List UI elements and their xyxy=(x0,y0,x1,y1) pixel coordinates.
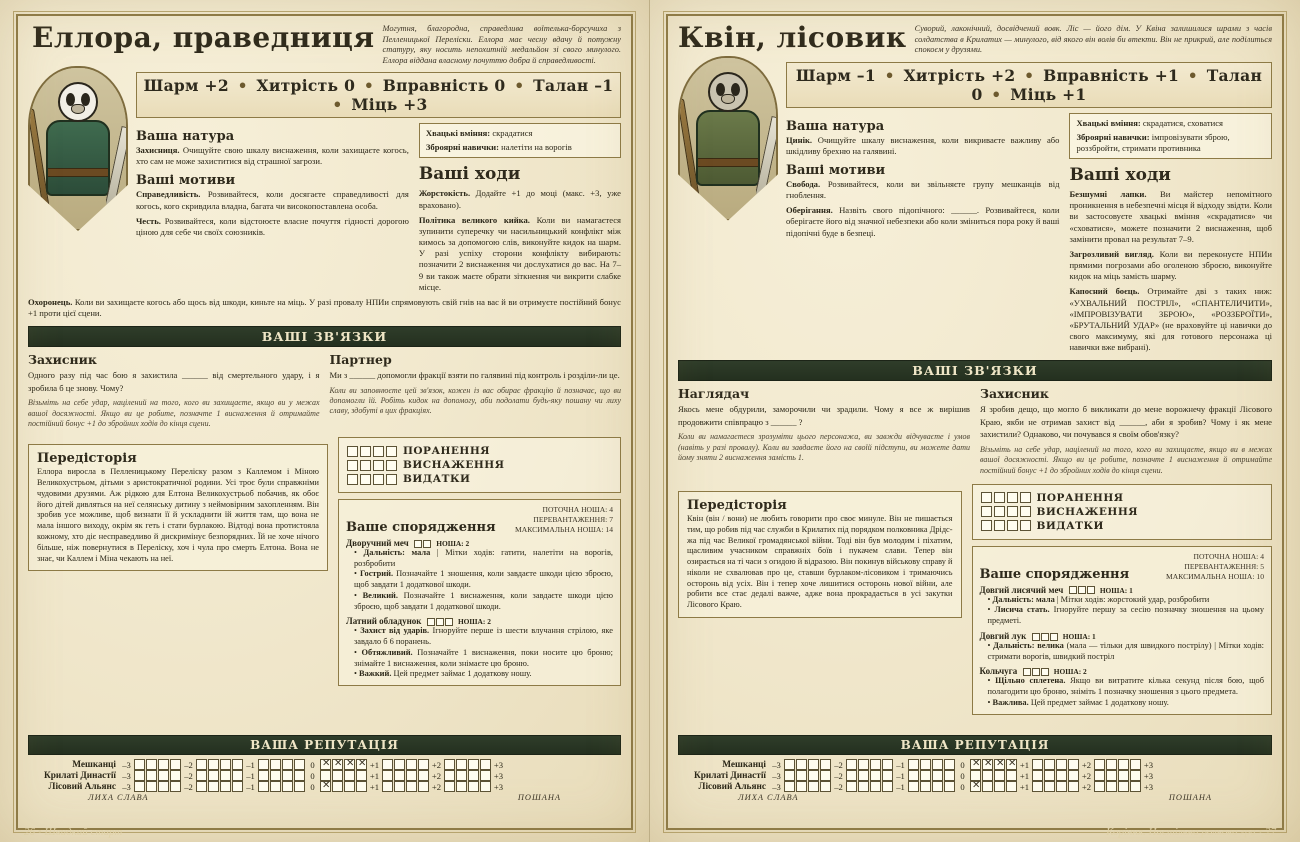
gear-overload: ПЕРЕВАНТАЖЕННЯ: 5 xyxy=(1184,561,1264,571)
honor-label: ПОШАНА xyxy=(517,793,561,802)
portrait-shield-frame xyxy=(678,56,778,221)
bond-2[interactable] xyxy=(330,352,622,429)
stat-charm-label: Шарм xyxy=(795,65,852,85)
moves-list xyxy=(419,188,621,293)
stat-charm-label: Шарм xyxy=(143,76,199,95)
bonds-section xyxy=(678,386,1272,476)
motive-2 xyxy=(136,216,409,238)
reputation-rows xyxy=(678,759,1272,792)
move-1 xyxy=(419,188,621,210)
nature-text xyxy=(136,145,409,167)
table-row[interactable] xyxy=(678,781,1272,792)
expenses-row[interactable] xyxy=(347,473,612,485)
bond-2[interactable] xyxy=(980,386,1272,476)
stat-cunning-value: 0 xyxy=(344,76,356,95)
harm-checkboxes[interactable] xyxy=(347,446,397,457)
gear-item-1-line-3: • Великий. Позначайте 1 виснаження, коли завдаєте шкоди цією зброєю, щоб завдати 1 додаткової шкоди. xyxy=(354,591,613,613)
backstory-box xyxy=(28,444,328,571)
nature-text xyxy=(786,135,1059,157)
gear-item-1-wear[interactable] xyxy=(414,540,431,548)
weapon-skills-value: налетіти на ворогів xyxy=(501,142,572,153)
gear-item-2 xyxy=(980,631,1265,663)
cloak-icon xyxy=(696,110,760,186)
stat-luck-label: Талан xyxy=(1206,65,1263,85)
character-sheet-ellora xyxy=(16,14,633,830)
gear-meta xyxy=(1166,552,1264,582)
gear-item-2-name: Довгий лук xyxy=(979,630,1027,641)
weapon-skills-value: імпровізувати зброю, роззбройти, стримати противника xyxy=(1076,131,1230,153)
bond-2-fill[interactable]: Ми з ______ допомогли фракції взяти по галявині під контроль і розділи-ли це. xyxy=(329,370,620,381)
move-3-name: Охоронець. xyxy=(28,296,73,307)
gear-item-2-line-1: • Захист від ударів. Ігноруйте перше із шести влучання стрілою, яке завдало б 6 поранень. xyxy=(354,626,613,648)
motive-2-name: Честь. xyxy=(136,215,161,226)
bond-2-title: Захисник xyxy=(980,386,1049,402)
roguish-skills-value: скрадатися, сховатися xyxy=(1142,117,1223,128)
stats-bar: Шарм +2 • Хитрість 0 • Вправність 0 • Талан –1 • Міць +3 xyxy=(136,72,621,118)
bond-1-title: Наглядач xyxy=(678,386,750,402)
skills-box xyxy=(1069,113,1272,160)
gear-item-1-line-2: • Лисича стать. Ігноруйте першу за сесію позначку зношення на цьому предметі. xyxy=(988,605,1265,627)
honor-label: ПОШАНА xyxy=(1168,793,1212,802)
stat-cunning-label: Хитрість xyxy=(903,65,986,85)
move-1-name: Безшумні лапки. xyxy=(1069,189,1147,200)
character-sheet-kvin xyxy=(666,14,1284,830)
backstory-text: Еллора виросла в Пелленицькому Переліску разом з Каллемом і Міною Великохустрьом, дітьми з аристократичної родини. Усі троє були справжніми чудовими друзями. Аж рідкою для Елтона Великохустрьоб побачив, як обоє його дітей дивляться на неї селянську дитину з неймовірним захопленням. Він зробив усе можливе, щоб визнати її й ускладнити їй життя там, що вона не мала іншого виходу, окрім як геть і стати бурлакою. Відтоді вона протистояла кожному, хто діє несправедливо й дискримінує безпорядних. Їй не хоче нічого більше, ніж повернутися в Переліску, хоч і чула про смерть Елтона. Вона не знає, чи Каллем і Міна чекають на неї. xyxy=(37,467,319,563)
page-footer-left: 26 • Швидкий старт xyxy=(24,826,123,838)
gear-item-2 xyxy=(346,616,613,680)
badger-head-icon xyxy=(58,82,98,122)
bond-2-note: Візьміть на себе удар, націлений на того, кого ви захищаєте, якщо ви в межах вашої досяжності. Якщо ви це робите, позначте 1 виснаження й отримайте постійний бонус +1 до збройних ходів до кінця сцени. xyxy=(980,444,1272,475)
motive-2 xyxy=(786,205,1059,239)
page-footer-right: Коріння. Настільна рольова гра • 27 xyxy=(1106,826,1276,838)
move-3-text: Отримайте дві з таких ниж: «УХВАЛЬНИЙ ПОСТРІЛ», «СПАНТЕЛИЧИТИ», «ІМПРОВІЗУВАТИ ЗБРОЮ», «РОЗЗБРОЇТИ», «БРУТАЛЬНИЙ УДАР» (не враховуйте ці навички до свого максимуму, які для готового персонажа ці навички вже вибрані). xyxy=(1069,286,1272,353)
move-3-text: Коли ви захищаєте когось або щось від шкоди, киньте на міць. У разі провалу НПИи спрямовують свій гнів на вас й ви отримуєте постійний бонус +1 проти цієї сцени. xyxy=(28,296,621,319)
gear-current-load: ПОТОЧНА НОША: 4 xyxy=(1193,551,1264,561)
bonds-band: ВАШІ ЗВ'ЯЗКИ xyxy=(678,360,1272,381)
harm-tracker[interactable] xyxy=(972,484,1273,540)
table-row[interactable] xyxy=(678,759,1272,770)
stat-might-value: +1 xyxy=(1062,84,1087,104)
stat-luck-value: 0 xyxy=(971,84,983,104)
faction-name: Мешканці xyxy=(722,759,766,770)
sheet-header xyxy=(28,21,621,66)
gear-item-3-line-1: • Щільно сплетена. Якщо ви витратите кілька секунд після бою, щоб полагодити цю броню, зніміть 1 позначку зношення з цього предмета. xyxy=(988,676,1265,698)
bonds-band: ВАШІ ЗВ'ЯЗКИ xyxy=(28,326,621,347)
exhaustion-checkboxes[interactable] xyxy=(347,460,397,471)
motive-1-name: Справедливість. xyxy=(136,189,201,200)
bond-1[interactable] xyxy=(28,352,320,429)
skills-box xyxy=(419,123,621,158)
gear-overload: ПЕРЕВАНТАЖЕННЯ: 7 xyxy=(533,515,613,525)
reputation-track[interactable]: –3 –2 –1 0 ✕ +1 +2 +3 xyxy=(120,781,505,792)
expenses-label: ВИДАТКИ xyxy=(1036,519,1104,532)
infamy-label: ЛИХА СЛАВА xyxy=(738,793,799,802)
move-2-text: Коли ви переконуєте НПИи прямими погрозами або оголеною зброєю, виконуйте кидок на міць замість шарму. xyxy=(1069,248,1272,282)
gear-item-1-line-2: • Гострий. Позначайте 1 зношення, коли завдаєте шкоди цією зброєю, щоб завдати 1 додаткової шкоди. xyxy=(354,569,613,591)
gear-item-3-wear[interactable] xyxy=(1023,668,1049,676)
motive-1-name: Свобода. xyxy=(786,178,821,189)
bond-2-note: Коли ви заповнюєте цей зв'язок, кожен із вас обирає фракцію й позначає, що ви допомогли їй. Робіть кидок на допомогу, аби подолати будь-яку пошану чи лиху славу, здобуті в цих фракціях. xyxy=(329,385,621,416)
gear-heading: Ваше спорядження xyxy=(979,566,1130,582)
roguish-skills-label: Хвацькі вміння: xyxy=(1076,117,1141,128)
harm-checkboxes[interactable] xyxy=(981,492,1031,503)
gear-item-2-load: НОША: 1 xyxy=(1062,631,1096,641)
backstory-box xyxy=(678,491,962,618)
exhaustion-label: ВИСНАЖЕННЯ xyxy=(1036,505,1139,518)
stat-charm-value: +2 xyxy=(204,76,229,95)
reputation-section xyxy=(28,735,621,802)
expenses-row[interactable] xyxy=(981,520,1264,532)
motive-2-text: Розвивайтеся, коли відстоюєте власне почуття гідності дорогою ціною для себе чи своїх союзників. xyxy=(136,215,409,237)
reputation-rows xyxy=(28,759,621,792)
move-1-name: Жорстокість. xyxy=(418,188,471,199)
motive-1-text: Розвивайтеся, коли досягаєте справедливості для когось, кого скривдила владна, багата чи високопоставлена особа. xyxy=(136,189,409,211)
reputation-band: ВАША РЕПУТАЦІЯ xyxy=(678,735,1272,755)
table-row[interactable] xyxy=(28,781,621,792)
gear-item-3-line-2: • Важлива. Цей предмет займає 1 додаткову ношу. xyxy=(988,698,1265,709)
gear-item-2-line-1: • Дальність: велика (мала — тільки для швидкого пострілу) | Мітки ходів: стримати ворогів, швидкий постріл xyxy=(988,641,1265,663)
backstory-heading: Передісторія xyxy=(687,497,787,513)
motive-1-text: Розвивайтеся, коли ви звільняєте групу мешканців від гноблення. xyxy=(786,178,1060,201)
bond-2-title: Партнер xyxy=(329,352,392,368)
weapon-skills xyxy=(426,142,614,153)
stat-finesse-value: 0 xyxy=(494,76,506,95)
gear-item-3-load: НОША: 2 xyxy=(1053,667,1087,677)
stat-finesse-label: Вправність xyxy=(1043,65,1149,85)
character-name: Еллора, праведниця xyxy=(32,21,375,54)
gear-item-2-wear[interactable] xyxy=(1032,633,1058,641)
nature-heading: Ваша натура xyxy=(786,118,885,134)
harm-row[interactable] xyxy=(347,445,612,457)
nature-name: Цинік. xyxy=(786,134,813,145)
move-3-name: Капосний боєць. xyxy=(1069,286,1140,297)
motive-2-name: Оберігання. xyxy=(786,205,833,216)
bond-1[interactable] xyxy=(678,386,970,476)
stat-luck-value: –1 xyxy=(594,76,614,95)
page-right xyxy=(650,0,1300,842)
character-blurb: Суворий, лаконічний, досвідчений вовк. Ліс — його дім. У Квіна залишилися шрами з часів солдатства в Крилатих — минулого, від якого він волів би втекти. Він не прикрий, але поділиться спокоєм у друзями. xyxy=(914,24,1272,54)
move-3 xyxy=(28,297,621,319)
reputation-footer xyxy=(678,793,1272,802)
gear-item-1-line-1: • Дальність: мала | Мітки ходів: гатити, налетіти на ворогів, розбробити xyxy=(354,548,613,570)
moves-list xyxy=(1069,189,1272,353)
character-name: Квін, лісовик xyxy=(678,21,907,54)
gear-max-load: МАКСИМАЛЬНА НОША: 14 xyxy=(515,525,613,535)
stat-might-value: +3 xyxy=(403,95,428,114)
nature-desc: Очищуйте свою шкалу виснаження, коли захищаєте когось, хто сам не може захиститися від страшної загрози. xyxy=(136,145,409,167)
reputation-section xyxy=(678,735,1272,802)
armor-icon xyxy=(46,120,110,196)
gear-box xyxy=(338,499,621,686)
faction-name: Крилаті Династії xyxy=(44,770,116,781)
gear-max-load: МАКСИМАЛЬНА НОША: 10 xyxy=(1166,571,1264,581)
sheet-header xyxy=(678,21,1272,56)
stat-finesse-label: Вправність xyxy=(382,76,489,95)
stat-might-label: Міць xyxy=(351,95,398,114)
gear-item-2-line-2: • Обтяжливий. Позначайте 1 виснаження, поки носите цю броню; знімайте 1 виснаження, коли знімаєте цю броню. xyxy=(354,648,613,670)
motive-1 xyxy=(786,179,1059,201)
bonds-section xyxy=(28,352,621,429)
nature-name: Захисниця. xyxy=(136,145,180,155)
character-blurb: Могутня, благородна, справедлива воїтелька-борсучиха з Пелленицької Переліски. Еллора має чесну вдачу й потужну статуру, яку носить непохитній медальйон зі свого минулого. Еллора віддана власному почуттю добра й справедливості. xyxy=(382,24,621,65)
gear-item-2-wear[interactable] xyxy=(427,618,453,626)
stats-bar: Шарм –1 • Хитрість +2 • Вправність +1 • Талан 0 • Міць +1 xyxy=(786,62,1272,108)
move-1-text: Ви майстер непомітного проникнення в небезпечні місця й відходу звідти. Коли ви застосовуєте хвацькі вміння «скрадатися» чи «сховатися», можете позначити 2 виснаження, щоб замінити провал на результат 7–9. xyxy=(1069,189,1272,244)
bond-1-note: Візьміть на себе удар, націлений на того, кого ви захищаєте, якщо ви у межах вашої досяжності. Якщо ви це робите, позначте 1 виснаження й отримайте постійний бонус +1 до збройних ходів до кінця сцени. xyxy=(28,398,320,428)
nature-desc: Очищуйте шкалу виснаження, коли викриваєте важливу або шкідливу брехню на галявині. xyxy=(786,134,1060,156)
move-2-text: Коли ви намагаєтеся зупинити суперечку чи насильницький конфлікт між кимось за допомогою слів, виконуйте кидок на шарм. У разі успіху сторони конфлікту вибирають: позначити 2 виснаження чи дослухатися до вас. На 7–9 ви також маєте обрати зіткнення чи викрити слабке місце. xyxy=(418,214,622,292)
roguish-skills xyxy=(1076,118,1265,129)
reputation-track[interactable]: –3 –2 –1 0 ✕ ✕ ✕ ✕ +1 +2 +3 xyxy=(770,759,1155,770)
move-2 xyxy=(419,215,621,293)
move-2 xyxy=(1069,249,1272,283)
motives-heading: Ваші мотиви xyxy=(136,173,236,189)
harm-label: ПОРАНЕННЯ xyxy=(402,445,491,458)
gear-item-1 xyxy=(346,538,613,613)
exhaustion-label: ВИСНАЖЕННЯ xyxy=(402,459,505,472)
harm-row[interactable] xyxy=(981,492,1264,504)
bond-1-title: Захисник xyxy=(28,352,97,368)
gear-box xyxy=(972,546,1273,715)
move-2-name: Загрозливий вигляд. xyxy=(1069,248,1154,259)
bond-1-fill[interactable]: Одного разу під час бою я захистила ______ від смертельного удару, і я зробила б це знову. Чому? xyxy=(28,370,320,393)
roguish-skills-label: Хвацькі вміння: xyxy=(425,128,491,138)
gear-item-3-name: Кольчуга xyxy=(979,666,1018,677)
bond-1-fill[interactable]: Якось мене обдурили, заморочили чи зрадили. Чому я все ж вирішив продовжити співпрацю з ______ ? xyxy=(678,404,970,427)
portrait-shield-frame xyxy=(28,66,128,231)
gear-heading: Ваше спорядження xyxy=(345,519,496,535)
stat-cunning-label: Хитрість xyxy=(256,76,339,95)
roguish-skills-value: скрадатися xyxy=(492,128,533,138)
reputation-footer xyxy=(28,793,621,802)
gear-item-1-name: Дворучний меч xyxy=(345,537,409,548)
wolf-head-icon xyxy=(708,72,748,112)
faction-name: Мешканці xyxy=(72,759,116,770)
stat-cunning-value: +2 xyxy=(991,65,1016,85)
reputation-track[interactable]: –3 –2 –1 0 +1 +2 +3 xyxy=(122,770,504,781)
gear-item-1-load: НОША: 2 xyxy=(436,538,470,548)
character-portrait xyxy=(28,66,128,231)
gear-item-2-line-3: • Важкий. Цей предмет займає 1 додаткову ношу. xyxy=(354,669,613,680)
motive-1 xyxy=(136,189,409,211)
gear-item-2-name: Латний обладунок xyxy=(345,616,422,627)
moves-heading: Ваші ходи xyxy=(418,164,521,185)
harm-tracker[interactable] xyxy=(338,437,621,493)
stat-might-label: Міць xyxy=(1010,84,1057,104)
move-2-name: Політика великого кийка. xyxy=(418,214,530,225)
gear-item-1-name: Довгий лисячий меч xyxy=(979,584,1064,595)
weapon-skills-label: Зброярні навички: xyxy=(425,142,499,153)
bond-1-note: Коли ви намагаєтеся зрозуміти цього персонажа, ви завжди відчуваєте і умов (навіть у разі провалу). Коли ви завдаєте його на своїй підступи, ви можете дати йому зняти 2 виснаження замість 1. xyxy=(678,432,970,463)
motive-2-text: Назвіть свого підопічного: ______. Розвивайтеся, коли оберігаєте його від значної небезпеки або коли зміниться пора року й ваші підопічні буде в безпеці. xyxy=(786,205,1060,238)
reputation-track[interactable]: –3 –2 –1 0 ✕ +1 +2 +3 xyxy=(770,781,1155,792)
exhaustion-row[interactable] xyxy=(347,459,612,471)
table-row[interactable] xyxy=(28,759,621,770)
faction-name: Крилаті Династії xyxy=(694,770,766,781)
roguish-skills xyxy=(426,128,614,139)
expenses-checkboxes[interactable] xyxy=(981,520,1031,531)
stat-luck-label: Талан xyxy=(533,76,589,95)
reputation-band: ВАША РЕПУТАЦІЯ xyxy=(28,735,621,755)
reputation-track[interactable]: –3 –2 –1 0 ✕ ✕ ✕ ✕ +1 +2 +3 xyxy=(120,759,505,770)
motives-heading: Ваші мотиви xyxy=(786,162,886,178)
faction-name: Лісовий Альянс xyxy=(48,781,116,792)
moves-heading: Ваші ходи xyxy=(1069,165,1171,186)
expenses-label: ВИДАТКИ xyxy=(402,473,471,486)
move-1-text: Додайте +1 до моці (макс. +3, уже враховано). xyxy=(418,188,621,210)
gear-item-1-wear[interactable] xyxy=(1069,586,1095,594)
exhaustion-row[interactable] xyxy=(981,506,1264,518)
gear-current-load: ПОТОЧНА НОША: 4 xyxy=(542,505,613,515)
gear-item-1 xyxy=(980,585,1265,627)
gear-item-1-line-1: • Дальність: мала | Мітки ходів: жорстокий удар, розбробити xyxy=(988,595,1265,606)
stat-charm-value: –1 xyxy=(856,65,876,85)
reputation-track[interactable]: –3 –2 –1 0 +1 +2 +3 xyxy=(772,770,1154,781)
weapon-skills xyxy=(1076,132,1265,154)
backstory-heading: Передісторія xyxy=(37,451,137,467)
faction-name: Лісовий Альянс xyxy=(698,781,766,792)
character-portrait xyxy=(678,56,778,221)
gear-item-3 xyxy=(980,666,1265,708)
backstory-text: Квін (він / вони) не любить говорити про своє минуле. Він не пишається тим, що робив під час служби в Крилатих під порядком полковника Дрідс-жа під час Великої громадянської війни. Тоді він був молодим і піхатим, щасливим учасником справжніх боїв і пукачем слави. Тепер він озирається на ті часи з огидою й відразою. Він покинув військову справу й ніколи не схвалював про це, ставши бурлаком-лісовиком і тримаючись осторонь від усіх. Він і тепер хоче лишитися осторонь нової війни, але робити все стає дедалі важче, адже вона прокрадається в усі закутки Лісового Краю. xyxy=(687,513,953,610)
move-1 xyxy=(1069,189,1272,245)
stat-finesse-value: +1 xyxy=(1154,65,1180,85)
gear-item-1-load: НОША: 1 xyxy=(1099,585,1133,595)
expenses-checkboxes[interactable] xyxy=(347,474,397,485)
weapon-skills-label: Зброярні навички: xyxy=(1076,131,1150,142)
exhaustion-checkboxes[interactable] xyxy=(981,506,1031,517)
bond-2-fill[interactable]: Я зробив дещо, що могло б викликати до мене ворожнечу фракції Лісового Краю, якби не отримав захист від ______, аби я зробив? Чому і як мене захистили? Однаково, чи почувався я своїм обов'язку? xyxy=(980,404,1272,440)
gear-item-2-load: НОША: 2 xyxy=(457,617,491,627)
harm-label: ПОРАНЕННЯ xyxy=(1036,491,1124,504)
infamy-label: ЛИХА СЛАВА xyxy=(88,793,149,802)
gear-meta xyxy=(515,505,613,535)
nature-heading: Ваша натура xyxy=(136,129,235,144)
move-3 xyxy=(1069,286,1272,353)
